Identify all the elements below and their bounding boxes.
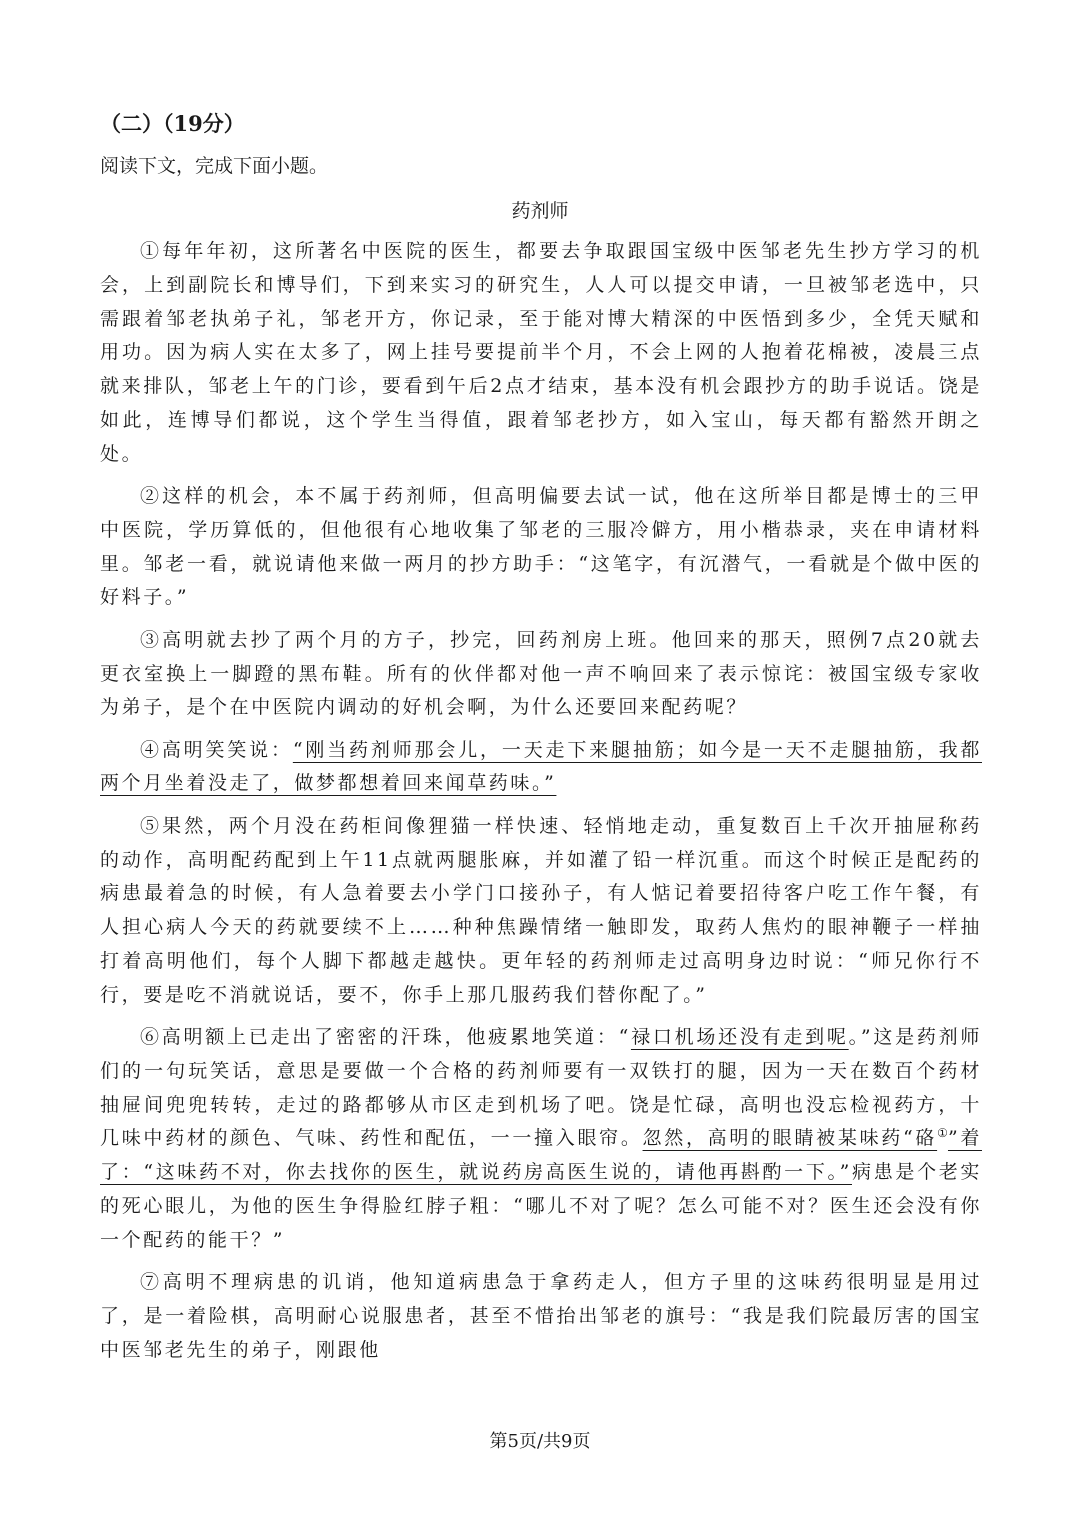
paragraph-5: ⑤果然，两个月没在药柜间像狸猫一样快速、轻悄地走动，重复数百上千次开抽屉称药的动作，高明配药配到上午11点就两腿胀麻，并如灌了铅一样沉重。而这个时候正是配药的病患最着急的时候，有人急着要去小学门口接孙子，有人惦记着要招待客户吃工作午餐，有人担心病人今天的药就要续不上……种种焦躁情绪一触即发，取药人焦灼的眼神鞭子一样抽打着高明他们，每个人脚下都越走越快。更年轻的药剂师走过高明身边时说：“师兄你行不行，要是吃不消就说话，要不，你手上那几服药我们替你配了。”: [100, 814, 982, 1006]
paragraph-4-lead: ④高明笑笑说：: [140, 738, 293, 761]
section-header: （二）（19分）: [100, 111, 245, 136]
paragraph-4: [100, 734, 982, 802]
underlined-sentence-2b: ”着了：“这味药不对，你去找你的医生，就说药房高医生说的，请他再斟酌一下。”: [100, 1127, 982, 1184]
paragraph-6-part-b: 。”这是药剂师们的一句玩笑话，意思是要做一个合格的药剂师要有一双铁打的腿，因为一天在数百个药材抽屉间兜兜转转，走过的路都够从市区走到机场了吧。饶是忙碌，高明也没忘检视药方，十几味中药材的颜色、气味、药性和配伍，一一撞入眼帘。: [100, 1026, 983, 1150]
paragraph-2: ②这样的机会，本不属于药剂师，但高明偏要去试一试，他在这所举目都是博士的三甲中医院，学历算低的，但他很有心地收集了邹老的三服冷僻方，用小楷恭录，夹在申请材料里。邹老一看，就说请他来做一两月的抄方助手：“这笔字，有沉潜气，一看就是个做中医的好料子。”: [100, 485, 982, 609]
underlined-sentence-1: “刚当药剂师那会儿，一天走下来腿抽筋；如今是一天不走腿抽筋，我都两个月坐着没走了，做梦都想着回来闻草药味。”: [100, 738, 982, 795]
paragraph-6-part-c: 病患是个老实的死心眼儿，为他的医生争得脸红脖子粗：“哪儿不对了呢？怎么可能不对？医生还会没有你一个配药的能干？”: [100, 1161, 983, 1251]
paragraph-1: ①每年年初，这所著名中医院的医生，都要去争取跟国宝级中医邹老先生抄方学习的机会，上到副院长和博导们，下到来实习的研究生，人人可以提交申请，一旦被邹老选中，只需跟着邹老执弟子礼，邹老开方，你记录，至于能对博大精深的中医悟到多少，全凭天赋和用功。因为病人实在太多了，网上挂号要提前半个月，不会上网的人抱着花棉被，凌晨三点就来排队，邹老上午的门诊，要看到午后2点才结束，基本没有机会跟抄方的助手说话。饶是如此，连博导们都说，这个学生当得值，跟着邹老抄方，如入宝山，每天都有豁然开朗之处。: [100, 240, 982, 465]
paragraph-6-part-a: ⑥高明额上已走出了密密的汗珠，他疲累地笑道：“: [140, 1026, 631, 1049]
page-number: 第5页/共9页: [489, 1431, 591, 1452]
article-body: [100, 235, 982, 1376]
article-title: 药剂师: [511, 200, 569, 222]
footnote-marker: ①: [937, 1126, 948, 1141]
instruction-text: 阅读下文，完成下面小题。: [100, 155, 329, 177]
underlined-sentence-2a: 忽然，高明的眼睛被某味药“硌: [642, 1127, 938, 1150]
paragraph-6: [100, 1021, 982, 1258]
paragraph-7: ⑦高明不理病患的讥诮，他知道病患急于拿药走人，但方子里的这味药很明显是用过了，是一着险棋，高明耐心说服患者，甚至不惜抬出邹老的旗号：“我是我们院最厉害的国宝中医邹老先生的弟子，刚跟他: [100, 1271, 982, 1361]
underlined-phrase-airport: 禄口机场还没有走到呢: [630, 1026, 849, 1049]
paragraph-3: ③高明就去抄了两个月的方子，抄完，回药剂房上班。他回来的那天，照例7点20就去更衣室换上一脚蹬的黑布鞋。所有的伙伴都对他一声不响回来了表示惊诧：被国宝级专家收为弟子，是个在中医院内调动的好机会啊，为什么还要回来配药呢？: [100, 628, 982, 719]
